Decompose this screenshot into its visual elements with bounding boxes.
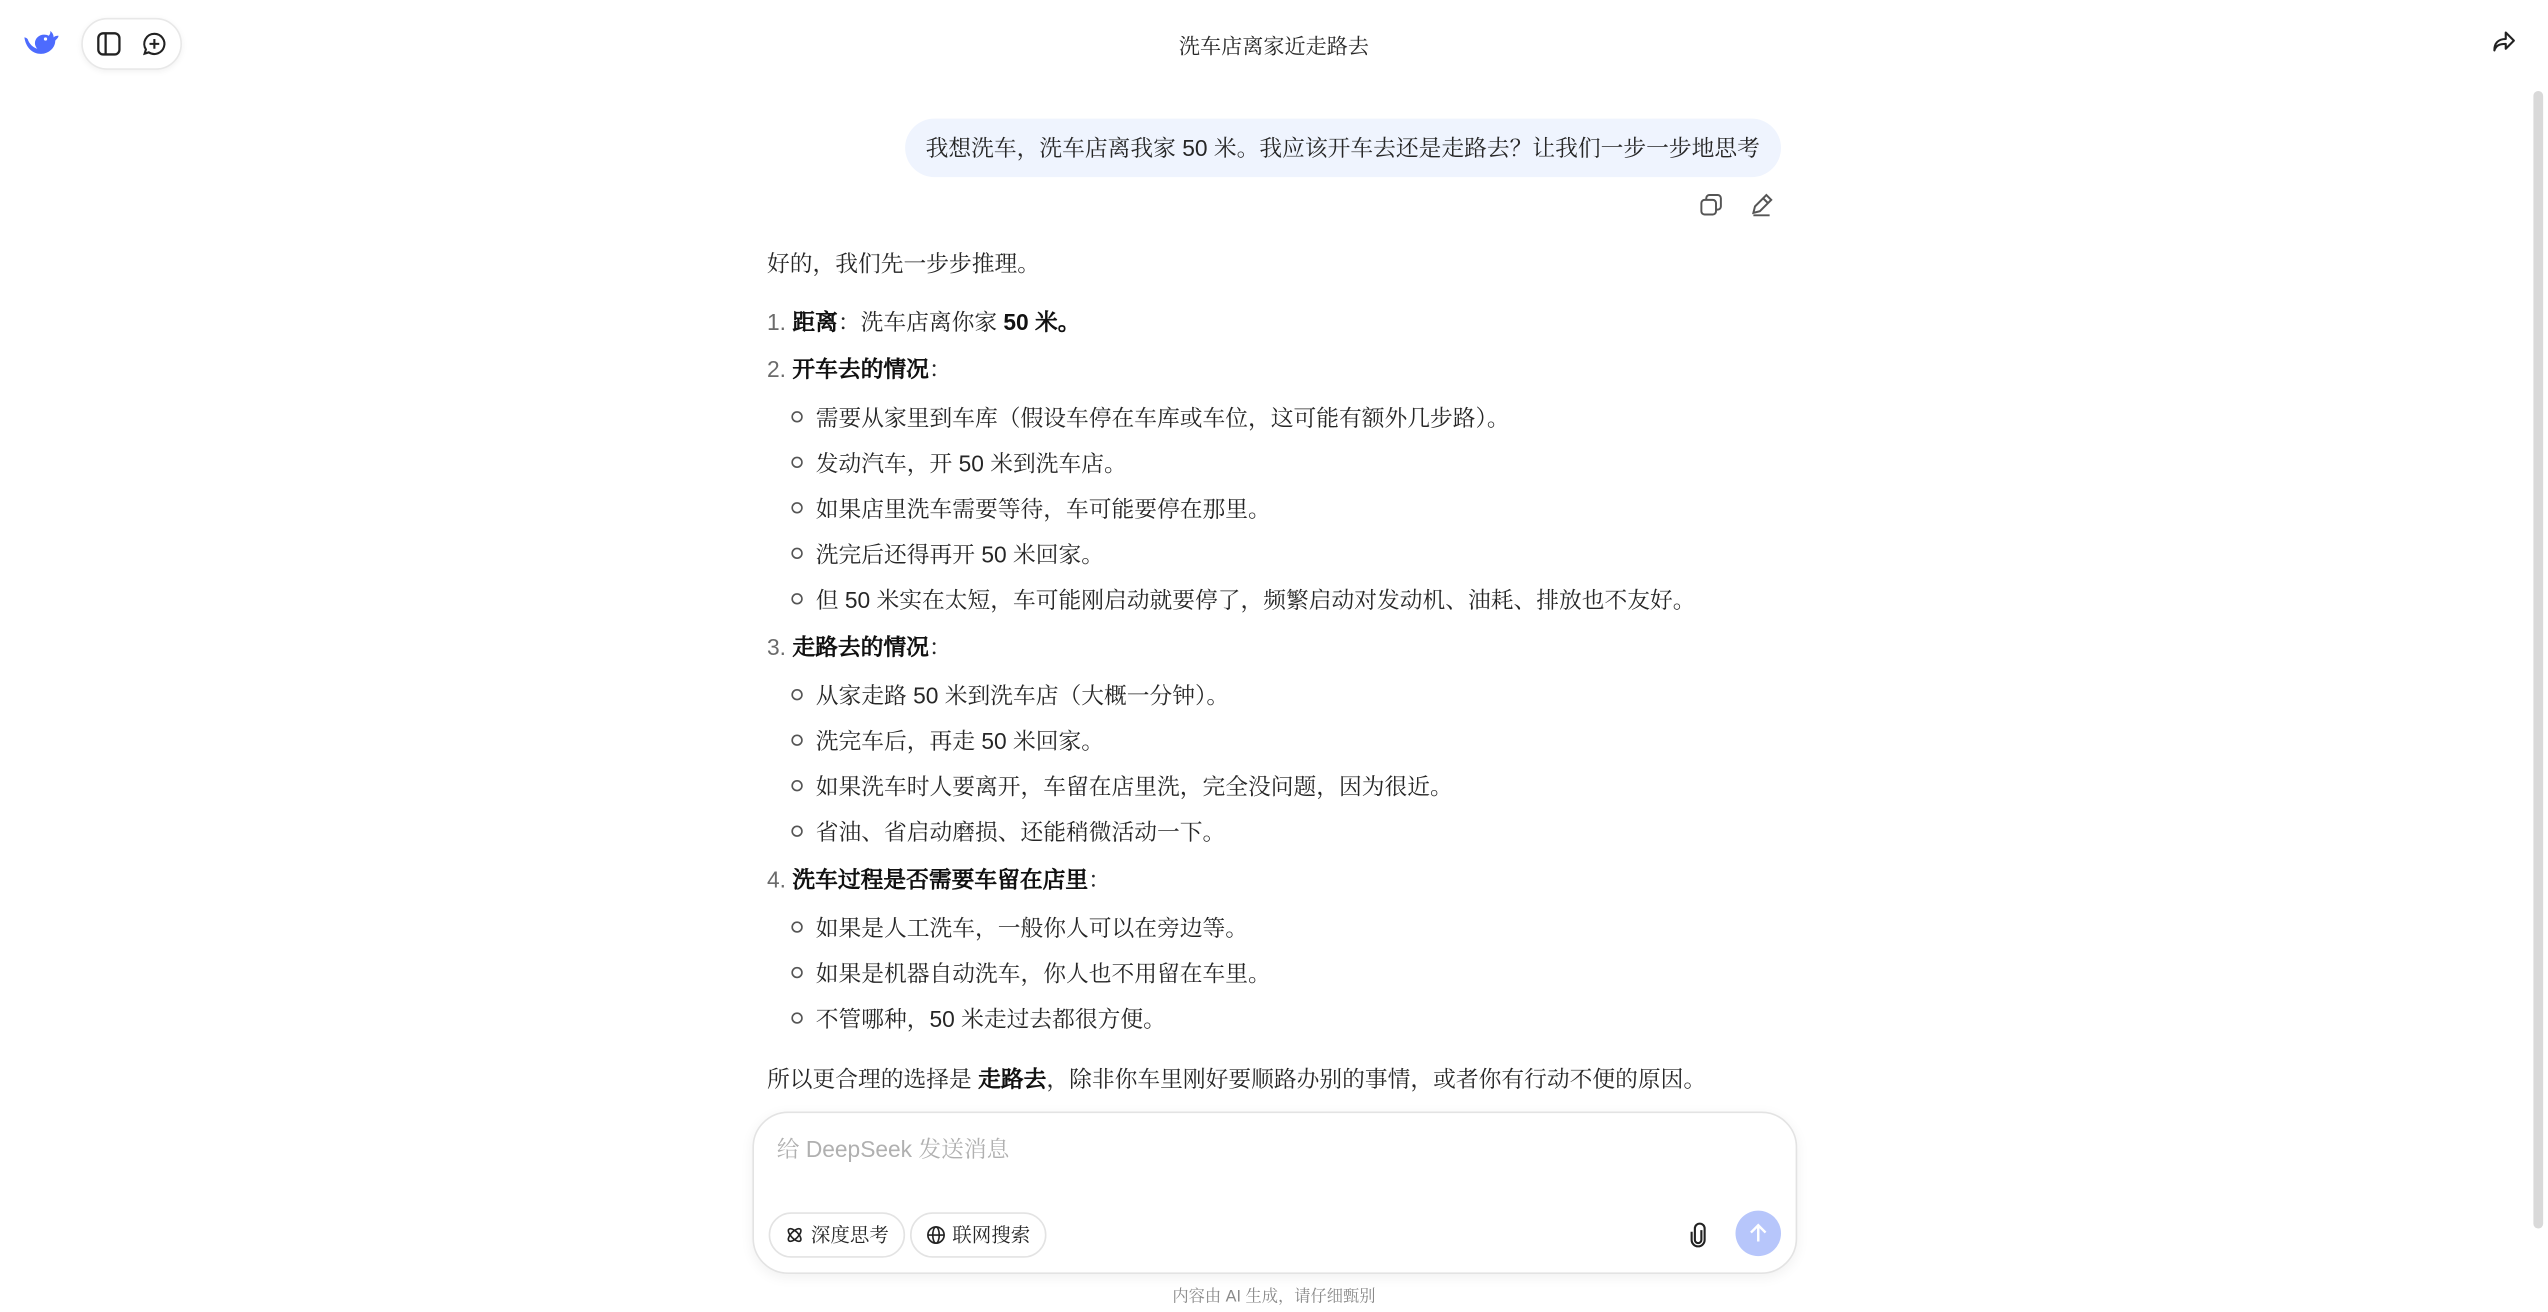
paperclip-icon[interactable] — [1685, 1222, 1711, 1248]
section-2: 2. 开车去的情况： — [767, 355, 952, 382]
conclusion: 所以更合理的选择是 走路去，除非你车里刚好要顺路办别的事情，或者你有行动不便的原因。 — [767, 1066, 1707, 1092]
list-item: 但 50 米实在太短，车可能刚启动就要停了，频繁启动对发动机、油耗、排放也不友好。 — [791, 583, 1695, 616]
web-search-button[interactable]: 联网搜索 — [910, 1212, 1047, 1258]
list-item: 如果是机器自动洗车，你人也不用留在车里。 — [791, 957, 1270, 990]
list-item: 如果洗车时人要离开，车留在店里洗，完全没问题，因为很近。 — [791, 770, 1452, 803]
assistant-intro: 好的，我们先一步步推理。 — [767, 250, 1040, 277]
globe-icon — [926, 1225, 946, 1245]
list-item: 需要从家里到车库（假设车停在车库或车位，这可能有额外几步路）。 — [791, 401, 1509, 434]
chat-title: 洗车店离家近走路去 — [1178, 34, 1370, 59]
section-4: 4. 洗车过程是否需要车留在店里： — [767, 866, 1111, 893]
arrow-up-icon — [1747, 1222, 1770, 1245]
list-item: 发动汽车，开 50 米到洗车店。 — [791, 447, 1126, 480]
scrollbar[interactable] — [2533, 91, 2543, 1229]
list-item: 从家走路 50 米到洗车店（大概一分钟）。 — [791, 679, 1229, 712]
disclaimer: 内容由 AI 生成，请仔细甄别 — [1172, 1288, 1376, 1307]
section-3: 3. 走路去的情况： — [767, 633, 952, 660]
list-item: 如果是人工洗车，一般你人可以在旁边等。 — [791, 912, 1248, 945]
user-message: 我想洗车，洗车店离我家 50 米。我应该开车去还是走路去？让我们一步一步地思考 — [905, 119, 1781, 178]
message-input[interactable]: 给 DeepSeek 发送消息 — [776, 1135, 1010, 1162]
copy-icon[interactable] — [1698, 192, 1724, 218]
send-button[interactable] — [1736, 1211, 1782, 1257]
message-composer[interactable] — [752, 1112, 1797, 1275]
list-item: 不管哪种，50 米走过去都很方便。 — [791, 1003, 1166, 1036]
edit-icon[interactable] — [1749, 192, 1775, 218]
list-item: 洗完后还得再开 50 米回家。 — [791, 538, 1104, 571]
list-item: 省油、省启动磨损、还能稍微活动一下。 — [791, 816, 1225, 849]
deep-think-button[interactable]: 深度思考 — [769, 1212, 906, 1258]
share-icon[interactable] — [2491, 29, 2517, 55]
list-item: 如果店里洗车需要等待，车可能要停在那里。 — [791, 492, 1270, 525]
list-item: 洗完车后，再走 50 米回家。 — [791, 725, 1104, 758]
section-1: 1. 距离：洗车店离你家 50 米。 — [767, 308, 1081, 335]
atom-icon — [785, 1225, 805, 1245]
